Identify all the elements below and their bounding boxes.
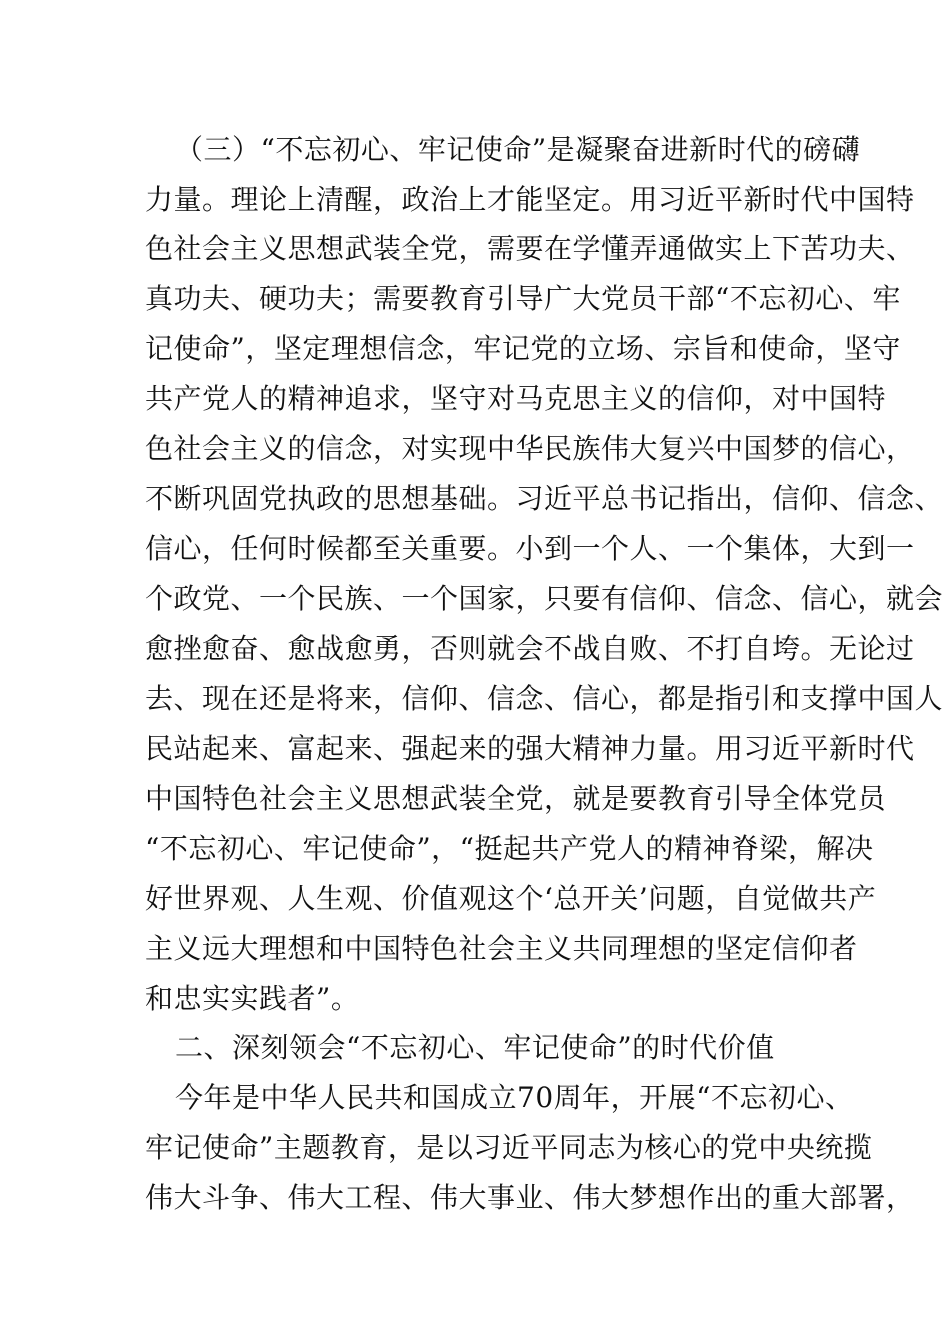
body-text-line: 主义远大理想和中国特色社会主义共同理想的坚定信仰者 xyxy=(145,932,858,965)
body-text-line: 愈挫愈奋、愈战愈勇，否则就会不战自败、不打自垮。无论过 xyxy=(145,632,915,665)
body-text-line: 色社会主义的信念，对实现中华民族伟大复兴中国梦的信心， xyxy=(145,432,915,465)
body-text-line: 个政党、一个民族、一个国家，只要有信仰、信念、信心，就会 xyxy=(145,582,944,615)
body-text-line: 真功夫、硬功夫；需要教育引导广大党员干部“不忘初心、牢 xyxy=(145,282,901,315)
paragraph-three-heading-line: （三）“不忘初心、牢记使命”是凝聚奋进新时代的磅礴 xyxy=(175,133,861,166)
body-text-line: 信心，任何时候都至关重要。小到一个人、一个集体，大到一 xyxy=(145,532,915,565)
paragraph-first-line: 今年是中华人民共和国成立70周年，开展“不忘初心、 xyxy=(175,1081,854,1114)
body-text-line: 记使命”，坚定理想信念，牢记党的立场、宗旨和使命，坚守 xyxy=(145,332,901,365)
body-text-line: 去、现在还是将来，信仰、信念、信心，都是指引和支撑中国人 xyxy=(145,682,944,715)
body-text-line: 和忠实实践者”。 xyxy=(145,982,360,1015)
body-text-line: “不忘初心、牢记使命”，“挺起共产党人的精神脊梁，解决 xyxy=(145,832,874,865)
body-text-line: 不断巩固党执政的思想基础。习近平总书记指出，信仰、信念、 xyxy=(145,482,944,515)
body-text-line: 好世界观、人生观、价值观这个‘总开关’问题，自觉做共产 xyxy=(145,882,877,915)
body-text-line: 中国特色社会主义思想武装全党，就是要教育引导全体党员 xyxy=(145,782,887,815)
section-two-heading: 二、深刻领会“不忘初心、牢记使命”的时代价值 xyxy=(175,1031,775,1064)
body-text-line: 共产党人的精神追求，坚守对马克思主义的信仰，对中国特 xyxy=(145,382,887,415)
body-text-line: 民站起来、富起来、强起来的强大精神力量。用习近平新时代 xyxy=(145,732,915,765)
body-text-line: 力量。理论上清醒，政治上才能坚定。用习近平新时代中国特 xyxy=(145,183,915,216)
body-text-line: 伟大斗争、伟大工程、伟大事业、伟大梦想作出的重大部署， xyxy=(145,1181,915,1214)
body-text-line: 色社会主义思想武装全党，需要在学懂弄通做实上下苦功夫、 xyxy=(145,232,915,265)
body-text-line: 牢记使命”主题教育，是以习近平同志为核心的党中央统揽 xyxy=(145,1131,873,1164)
